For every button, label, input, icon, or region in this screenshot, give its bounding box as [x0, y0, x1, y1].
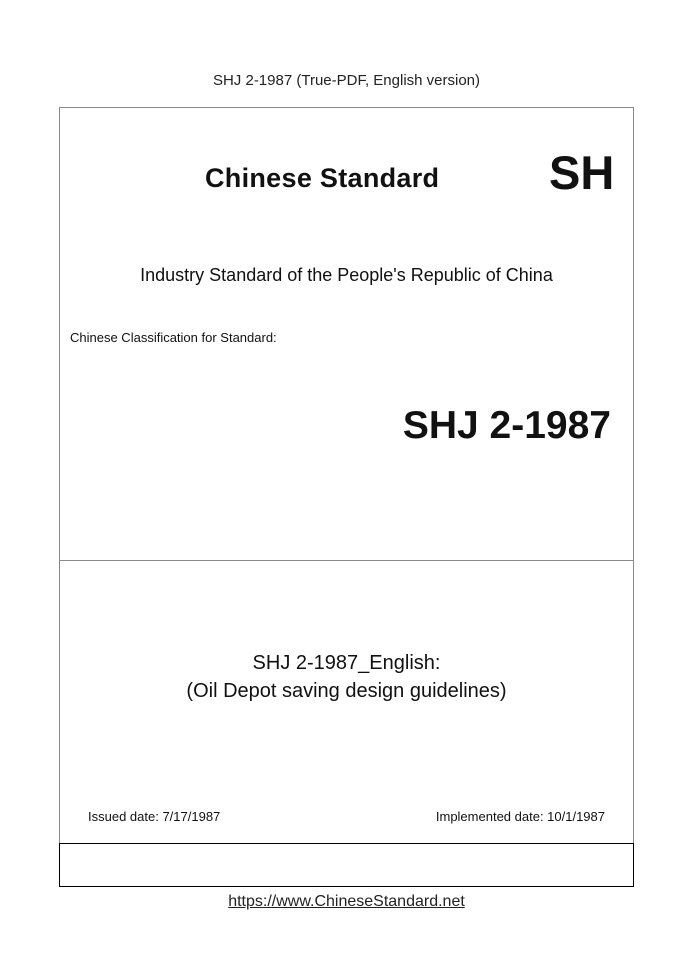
footer-link-wrapper	[0, 893, 693, 911]
cover-subtitle: Industry Standard of the People's Republic of China	[140, 265, 553, 285]
implemented-date: Implemented date: 10/1/1987	[435, 809, 605, 824]
standard-code-prefix: SH	[549, 146, 615, 199]
classification-label: Chinese Classification for Standard:	[70, 330, 277, 345]
cover-title: Chinese Standard	[205, 163, 440, 193]
issued-date: Issued date: 7/17/1987	[88, 809, 221, 824]
document-title-line1: SHJ 2-1987_English:	[252, 652, 441, 674]
document-title-line2: (Oil Depot saving design guidelines)	[186, 680, 507, 702]
page-header-title: SHJ 2-1987 (True-PDF, English version)	[212, 72, 481, 89]
cover-footer-box	[59, 843, 634, 887]
website-link[interactable]: https://www.ChineseStandard.net	[228, 893, 465, 910]
standard-number: SHJ 2-1987	[402, 404, 611, 447]
